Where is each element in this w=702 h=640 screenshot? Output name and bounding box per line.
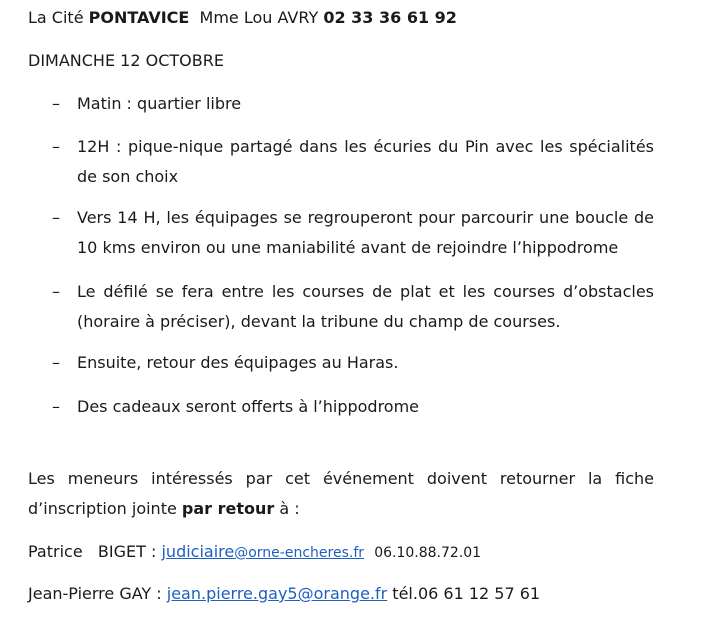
day-title: DIMANCHE 12 OCTOBRE (28, 51, 224, 70)
bullet-marker: – (52, 353, 60, 372)
contact-line-gay (28, 584, 540, 604)
list-item: Ensuite, retour des équipages au Haras. (77, 353, 399, 372)
header-prefix: La Cité (28, 8, 84, 27)
email-link-gay[interactable]: jean.pierre.gay5@orange.fr (166, 584, 388, 603)
header-place: PONTAVICE (88, 8, 190, 27)
contact-phone: 06.10.88.72.01 (374, 545, 482, 561)
registration-text: Les meneurs intéressés par cet événement doivent retourner la fiche d’inscription jointe (28, 469, 654, 518)
contact-name: Jean-Pierre GAY : (28, 584, 162, 603)
registration-bold: par retour (181, 499, 275, 518)
list-item: Le défilé se fera entre les courses de plat et les courses d’obstacles (horaire à préciser), devant la tribune du champ de courses. (77, 282, 654, 331)
email-user: judiciaire (161, 542, 235, 561)
registration-after: à : (279, 499, 300, 518)
header-contact: Mme Lou AVRY (199, 8, 319, 27)
header-phone: 02 33 36 61 92 (323, 8, 457, 27)
bullet-marker: – (52, 94, 60, 113)
email-domain: @orne-encheres.fr (234, 545, 365, 561)
contact-line-biget (28, 542, 481, 563)
bullet-marker: – (52, 137, 60, 156)
bullet-marker: – (52, 397, 60, 416)
bullet-marker: – (52, 208, 60, 227)
list-item: Des cadeaux seront offerts à l’hippodrome (77, 397, 420, 416)
header-line (28, 8, 457, 28)
bullet-marker: – (52, 282, 60, 301)
contact-phone: tél.06 61 12 57 61 (392, 584, 541, 603)
registration-paragraph (28, 464, 654, 524)
contact-name: Patrice BIGET : (28, 542, 157, 561)
list-item: Matin : quartier libre (77, 94, 242, 113)
email-link-biget[interactable] (161, 542, 364, 561)
list-item: Vers 14 H, les équipages se regrouperont pour parcourir une boucle de 10 kms environ ou une maniabilité avant de rejoindre l’hippodrome (77, 208, 654, 257)
list-item: 12H : pique-nique partagé dans les écuries du Pin avec les spécialités de son choix (77, 137, 654, 186)
